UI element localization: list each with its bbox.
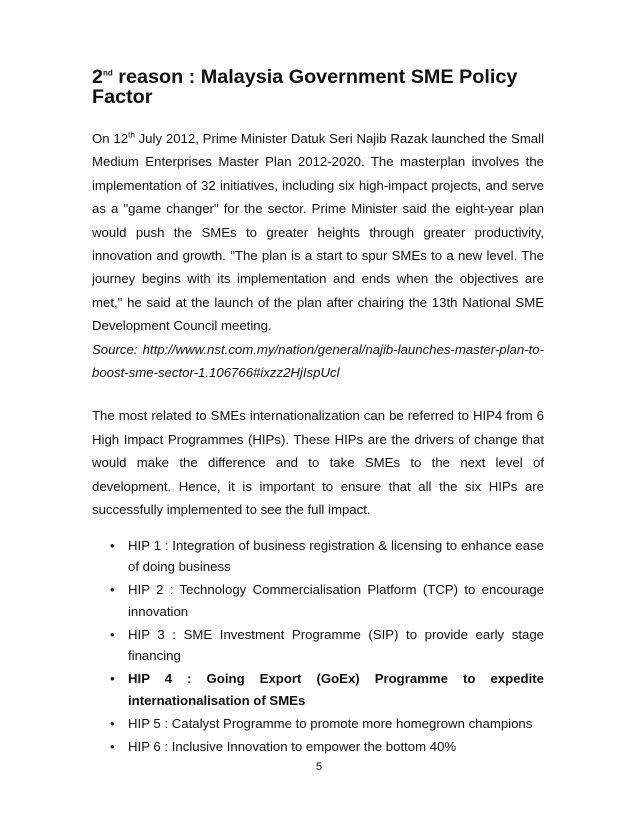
list-item xyxy=(110,713,544,735)
heading-ordinal-suffix: nd xyxy=(103,68,113,78)
list-item-text: HIP 3 : SME Investment Programme (SIP) to provide early stage financing xyxy=(128,626,544,663)
source-citation: Source: http://www.nst.com.my/nation/general/najib-launches-master-plan-to-boost-sme-sector-1.106766#ixzz2HjIspUcl xyxy=(92,341,544,381)
hip-list xyxy=(92,535,544,758)
paragraph-master-plan xyxy=(92,127,544,384)
bullet-icon: • xyxy=(110,671,115,686)
bullet-icon: • xyxy=(110,537,115,553)
paragraph-lead: On 12 xyxy=(92,131,129,146)
page-content xyxy=(92,67,544,759)
list-item-text: HIP 1 : Integration of business registration & licensing to enhance ease of doing business xyxy=(128,537,544,574)
list-item xyxy=(110,624,544,667)
page-number: 5 xyxy=(315,761,323,773)
bullet-icon: • xyxy=(110,738,115,754)
list-item-text: HIP 2 : Technology Commercialisation Platform (TCP) to encourage innovation xyxy=(128,582,544,619)
list-item-text: HIP 5 : Catalyst Programme to promote more homegrown champions xyxy=(128,715,533,731)
paragraph-text: The most related to SMEs internationalization can be referred to HIP4 from 6 High Impact Programmes (HIPs). These HIPs are the drivers of change that would make the difference and to take SMEs to the next level of development. Hence, it is important to ensure that all the six HIPs are successfully implemented to see the full impact. xyxy=(92,408,544,518)
list-item xyxy=(110,736,544,758)
bullet-icon: • xyxy=(110,715,115,731)
heading-number: 2 xyxy=(92,66,104,88)
list-item xyxy=(110,535,544,578)
paragraph-hip-intro xyxy=(92,404,544,521)
list-item-text: HIP 6 : Inclusive Innovation to empower the bottom 40% xyxy=(128,738,457,754)
date-ordinal-suffix: th xyxy=(128,130,135,140)
heading-text: reason : Malaysia Government SME Policy Factor xyxy=(92,66,518,108)
section-heading xyxy=(92,67,544,107)
bullet-icon: • xyxy=(110,626,115,642)
list-item xyxy=(110,579,544,622)
bullet-icon: • xyxy=(110,582,115,597)
list-item-text: HIP 4 : Going Export (GoEx) Programme to expedite internationalisation of SMEs xyxy=(128,671,544,708)
paragraph-text: July 2012, Prime Minister Datuk Seri Najib Razak launched the Small Medium Enterprises Master Plan 2012-2020. The masterplan involves the implementation of 32 initiatives, including six high-impact projects, and serve as a "game changer" for the sector. Prime Minister said the eight-year plan would push the SMEs to greater heights through greater productivity, innovation and growth. "The plan is a start to spur SMEs to a new level. The journey begins with its implementation and ends when the objectives are met," he said at the launch of the plan after chairing the 13th National SME Development Council meeting. xyxy=(92,131,544,334)
list-item-highlighted xyxy=(110,668,544,711)
